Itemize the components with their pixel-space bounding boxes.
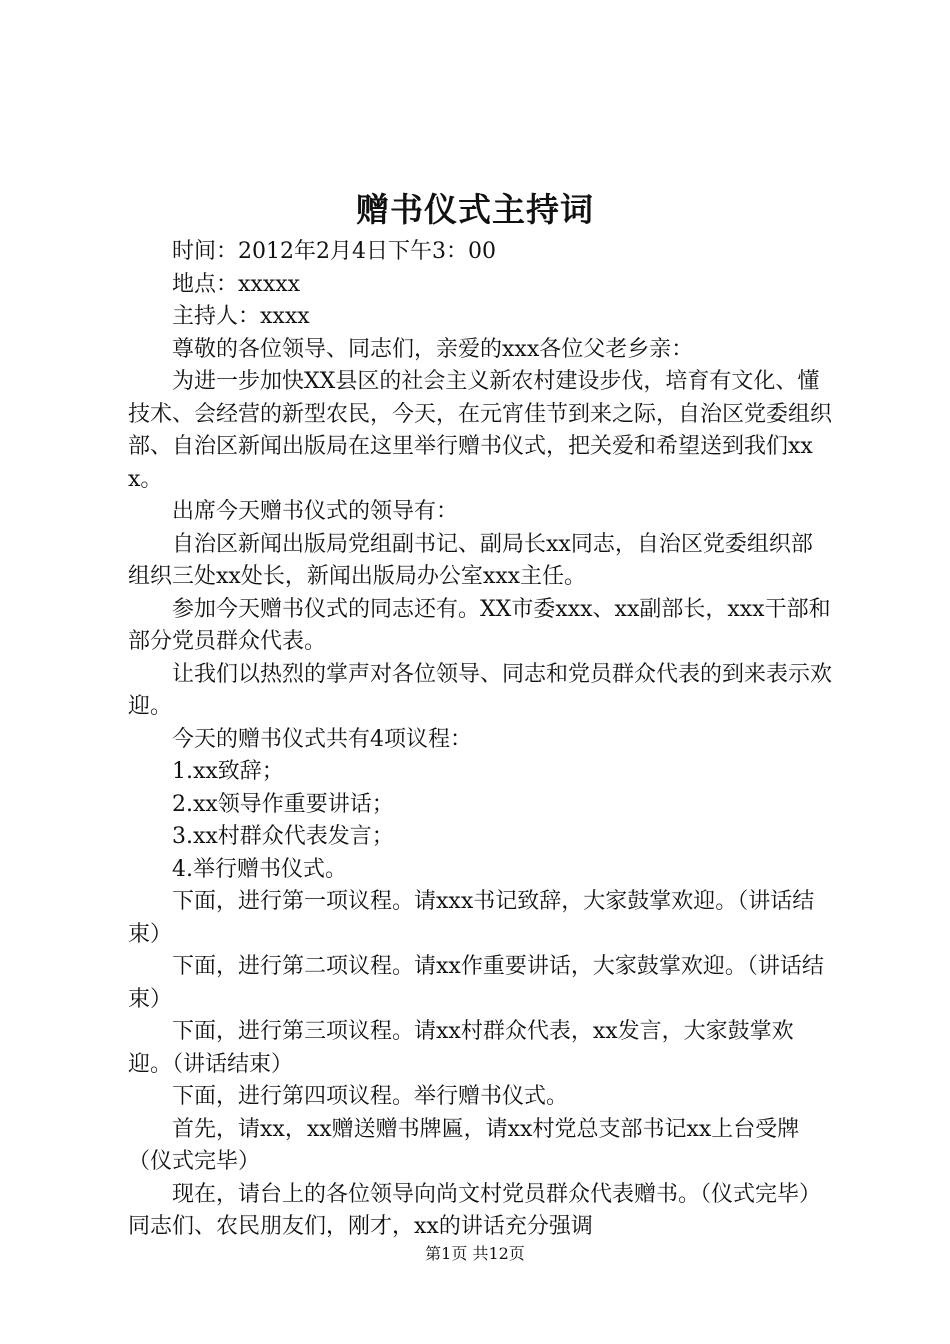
paragraph-plaque: 首先，请xx，xx赠送赠书牌匾，请xx村党总支部书记xx上台受牌（仪式完毕）: [128, 1116, 800, 1174]
paragraph-book-donation: 现在，请台上的各位领导向尚文村党员群众代表赠书。（仪式完毕）同志们、农民朋友们，刚才，xx的讲话充分强调: [128, 1181, 822, 1239]
paragraph-attending-leaders-intro: 出席今天赠书仪式的领导有：: [172, 499, 459, 524]
paragraph-welcome: 让我们以热烈的掌声对各位领导、同志和党员群众代表的到来表示欢迎。: [128, 661, 833, 719]
paragraph-salutation: 尊敬的各位领导、同志们，亲爱的xxx各位父老乡亲：: [172, 336, 694, 362]
page-number-footer: 第1页 共12页: [425, 1244, 525, 1263]
document-title: 赠书仪式主持词: [356, 190, 594, 229]
document-body: [128, 236, 833, 1244]
agenda-item-4: 4.举行赠书仪式。: [172, 856, 347, 882]
paragraph-location: 地点：xxxxx: [172, 271, 301, 297]
paragraph-other-attendees: 参加今天赠书仪式的同志还有。XX市委xxx、xx副部长，xxx干部和部分党员群众代表。: [128, 596, 831, 654]
paragraph-agenda-step-2: 下面，进行第二项议程。请xx作重要讲话，大家鼓掌欢迎。（讲话结束）: [128, 954, 824, 1012]
agenda-item-1: 1.xx致辞；: [172, 759, 284, 784]
paragraph-opening: 为进一步加快XX县区的社会主义新农村建设步伐，培育有文化、懂技术、会经营的新型农民，今天，在元宵佳节到来之际，自治区党委组织部、自治区新闻出版局在这里举行赠书仪式，把关爱和希望送到我们xxx。: [128, 369, 833, 492]
paragraph-attending-leaders: 自治区新闻出版局党组副书记、副局长xx同志，自治区党委组织部组织三处xx处长，新闻出版局办公室xxx主任。: [128, 531, 813, 589]
paragraph-time: 时间：2012年2月4日下午3：00: [172, 239, 496, 264]
agenda-item-2: 2.xx领导作重要讲话；: [172, 791, 394, 817]
agenda-item-3: 3.xx村群众代表发言；: [172, 824, 394, 849]
paragraph-agenda-intro: 今天的赠书仪式共有4项议程：: [172, 726, 472, 752]
paragraph-agenda-step-4: 下面，进行第四项议程。举行赠书仪式。: [172, 1084, 569, 1109]
paragraph-agenda-step-1: 下面，进行第一项议程。请xxx书记致辞，大家鼓掌欢迎。（讲话结束）: [128, 889, 815, 947]
paragraph-agenda-step-3: 下面，进行第三项议程。请xx村群众代表，xx发言，大家鼓掌欢迎。（讲话结束）: [128, 1019, 794, 1077]
paragraph-host: 主持人：xxxx: [172, 304, 310, 329]
